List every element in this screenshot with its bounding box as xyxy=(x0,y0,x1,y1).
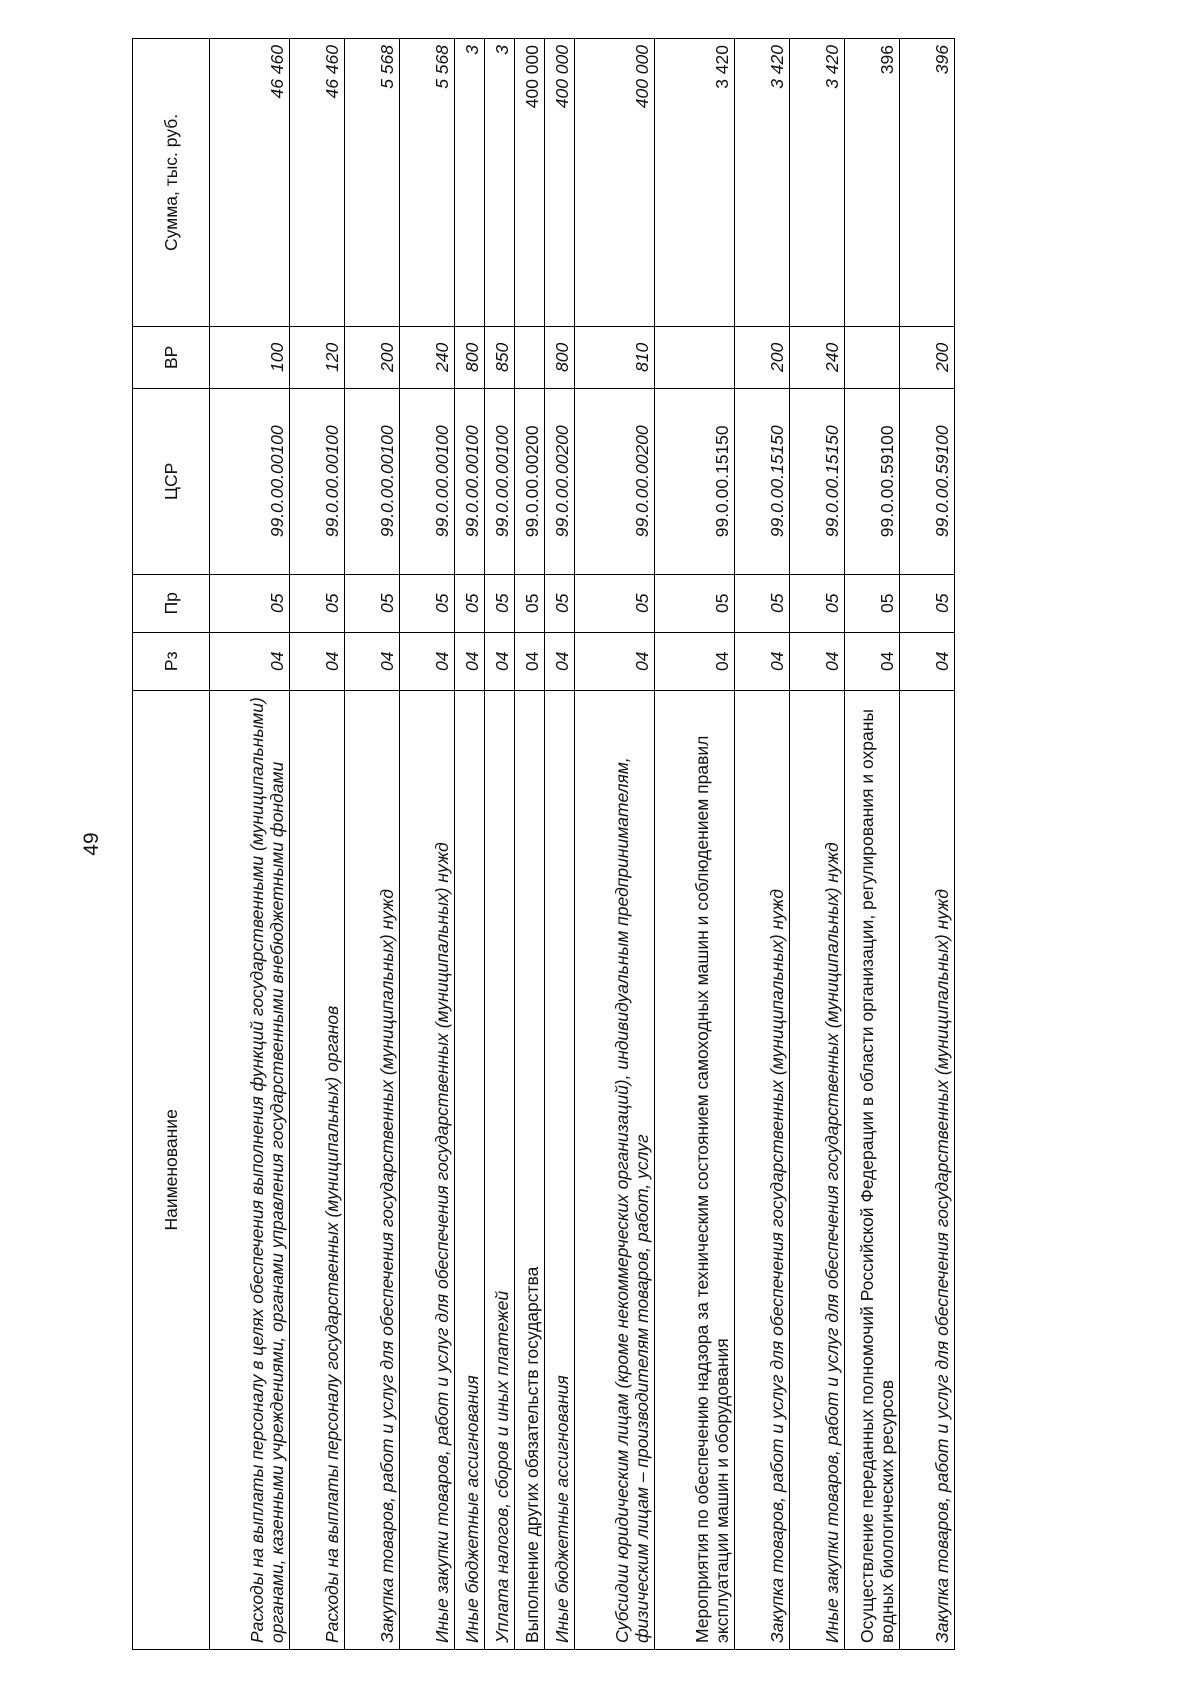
cell-pr: 05 xyxy=(790,574,845,632)
cell-rz: 04 xyxy=(735,632,790,690)
cell-sum: 3 xyxy=(485,39,515,327)
cell-sum: 46 460 xyxy=(210,39,290,327)
cell-rz: 04 xyxy=(210,632,290,690)
cell-name: Расходы на выплаты персоналу государственных (муниципальных) органов xyxy=(290,690,345,1649)
cell-name: Выполнение других обязательств государства xyxy=(515,690,545,1649)
cell-pr: 05 xyxy=(545,574,575,632)
cell-sum: 400 000 xyxy=(545,39,575,327)
table-row xyxy=(845,39,900,1650)
cell-csr: 99.0.00.00100 xyxy=(400,388,455,574)
table-header-row xyxy=(133,39,210,1650)
cell-csr: 99.0.00.00100 xyxy=(345,388,400,574)
cell-rz: 04 xyxy=(545,632,575,690)
budget-table xyxy=(132,38,955,1650)
rotated-page xyxy=(40,38,1160,1650)
cell-pr: 05 xyxy=(345,574,400,632)
cell-csr: 99.0.00.00100 xyxy=(485,388,515,574)
cell-vr: 240 xyxy=(400,326,455,388)
cell-vr: 800 xyxy=(545,326,575,388)
cell-pr: 05 xyxy=(515,574,545,632)
cell-rz: 04 xyxy=(655,632,735,690)
cell-rz: 04 xyxy=(400,632,455,690)
cell-rz: 04 xyxy=(845,632,900,690)
cell-pr: 05 xyxy=(575,574,655,632)
cell-pr: 05 xyxy=(900,574,955,632)
cell-csr: 99.0.00.00100 xyxy=(455,388,485,574)
cell-csr: 99.0.00.00200 xyxy=(545,388,575,574)
cell-rz: 04 xyxy=(455,632,485,690)
cell-rz: 04 xyxy=(485,632,515,690)
cell-sum: 5 568 xyxy=(400,39,455,327)
cell-vr xyxy=(655,326,735,388)
cell-name: Закупка товаров, работ и услуг для обеспечения государственных (муниципальных) нужд xyxy=(345,690,400,1649)
table-row xyxy=(655,39,735,1650)
cell-sum: 400 000 xyxy=(515,39,545,327)
cell-name: Осуществление переданных полномочий Российской Федерации в области организации, регулирования и охраны водных биологических ресурсов xyxy=(845,690,900,1649)
table-row xyxy=(515,39,545,1650)
cell-csr: 99.0.00.00200 xyxy=(515,388,545,574)
cell-vr xyxy=(515,326,545,388)
table-row xyxy=(900,39,955,1650)
cell-csr: 99.0.00.00200 xyxy=(575,388,655,574)
cell-sum: 5 568 xyxy=(345,39,400,327)
cell-name: Иные закупки товаров, работ и услуг для обеспечения государственных (муниципальных) нужд xyxy=(790,690,845,1649)
cell-vr: 200 xyxy=(735,326,790,388)
header-name: Наименование xyxy=(133,690,210,1649)
cell-pr: 05 xyxy=(485,574,515,632)
cell-name: Закупка товаров, работ и услуг для обеспечения государственных (муниципальных) нужд xyxy=(900,690,955,1649)
cell-pr: 05 xyxy=(845,574,900,632)
cell-pr: 05 xyxy=(290,574,345,632)
table-row xyxy=(485,39,515,1650)
table-row xyxy=(290,39,345,1650)
cell-csr: 99.0.00.59100 xyxy=(845,388,900,574)
table-row xyxy=(790,39,845,1650)
cell-name: Закупка товаров, работ и услуг для обеспечения государственных (муниципальных) нужд xyxy=(735,690,790,1649)
cell-sum: 46 460 xyxy=(290,39,345,327)
cell-rz: 04 xyxy=(515,632,545,690)
cell-vr: 100 xyxy=(210,326,290,388)
cell-vr: 200 xyxy=(345,326,400,388)
cell-csr: 99.0.00.59100 xyxy=(900,388,955,574)
cell-rz: 04 xyxy=(900,632,955,690)
cell-name: Расходы на выплаты персоналу в целях обеспечения выполнения функций государственными (муниципальными) органами, казенными учреждениями, органами управления государственными внебюджетными фондами xyxy=(210,690,290,1649)
cell-sum: 3 420 xyxy=(735,39,790,327)
cell-name: Уплата налогов, сборов и иных платежей xyxy=(485,690,515,1649)
cell-name: Мероприятия по обеспечению надзора за техническим состоянием самоходных машин и соблюдением правил эксплуатации машин и оборудования xyxy=(655,690,735,1649)
cell-pr: 05 xyxy=(210,574,290,632)
cell-vr xyxy=(845,326,900,388)
cell-name: Иные закупки товаров, работ и услуг для обеспечения государственных (муниципальных) нужд xyxy=(400,690,455,1649)
cell-rz: 04 xyxy=(345,632,400,690)
cell-csr: 99.0.00.00100 xyxy=(210,388,290,574)
cell-csr: 99.0.00.15150 xyxy=(735,388,790,574)
cell-rz: 04 xyxy=(575,632,655,690)
table-row xyxy=(210,39,290,1650)
cell-vr: 200 xyxy=(900,326,955,388)
cell-sum: 3 420 xyxy=(655,39,735,327)
cell-pr: 05 xyxy=(455,574,485,632)
cell-csr: 99.0.00.15150 xyxy=(655,388,735,574)
page-number: 49 xyxy=(80,832,103,856)
cell-csr: 99.0.00.15150 xyxy=(790,388,845,574)
header-vr: ВР xyxy=(133,326,210,388)
table-row xyxy=(345,39,400,1650)
header-pr: Пр xyxy=(133,574,210,632)
cell-rz: 04 xyxy=(290,632,345,690)
cell-sum: 3 420 xyxy=(790,39,845,327)
cell-pr: 05 xyxy=(400,574,455,632)
table-row xyxy=(455,39,485,1650)
cell-vr: 850 xyxy=(485,326,515,388)
cell-name: Иные бюджетные ассигнования xyxy=(545,690,575,1649)
cell-sum: 396 xyxy=(845,39,900,327)
table-row xyxy=(735,39,790,1650)
cell-pr: 05 xyxy=(655,574,735,632)
cell-vr: 120 xyxy=(290,326,345,388)
header-rz: Рз xyxy=(133,632,210,690)
header-csr: ЦСР xyxy=(133,388,210,574)
header-sum: Сумма, тыс. руб. xyxy=(133,39,210,327)
cell-vr: 810 xyxy=(575,326,655,388)
table-row xyxy=(575,39,655,1650)
cell-vr: 240 xyxy=(790,326,845,388)
table-body xyxy=(210,39,955,1650)
table-row xyxy=(545,39,575,1650)
cell-name: Субсидии юридическим лицам (кроме некоммерческих организаций), индивидуальным предпринимателям, физическим лицам – производителям товаров, работ, услуг xyxy=(575,690,655,1649)
cell-rz: 04 xyxy=(790,632,845,690)
cell-pr: 05 xyxy=(735,574,790,632)
cell-sum: 3 xyxy=(455,39,485,327)
table-row xyxy=(400,39,455,1650)
cell-csr: 99.0.00.00100 xyxy=(290,388,345,574)
cell-vr: 800 xyxy=(455,326,485,388)
cell-name: Иные бюджетные ассигнования xyxy=(455,690,485,1649)
cell-sum: 400 000 xyxy=(575,39,655,327)
cell-sum: 396 xyxy=(900,39,955,327)
